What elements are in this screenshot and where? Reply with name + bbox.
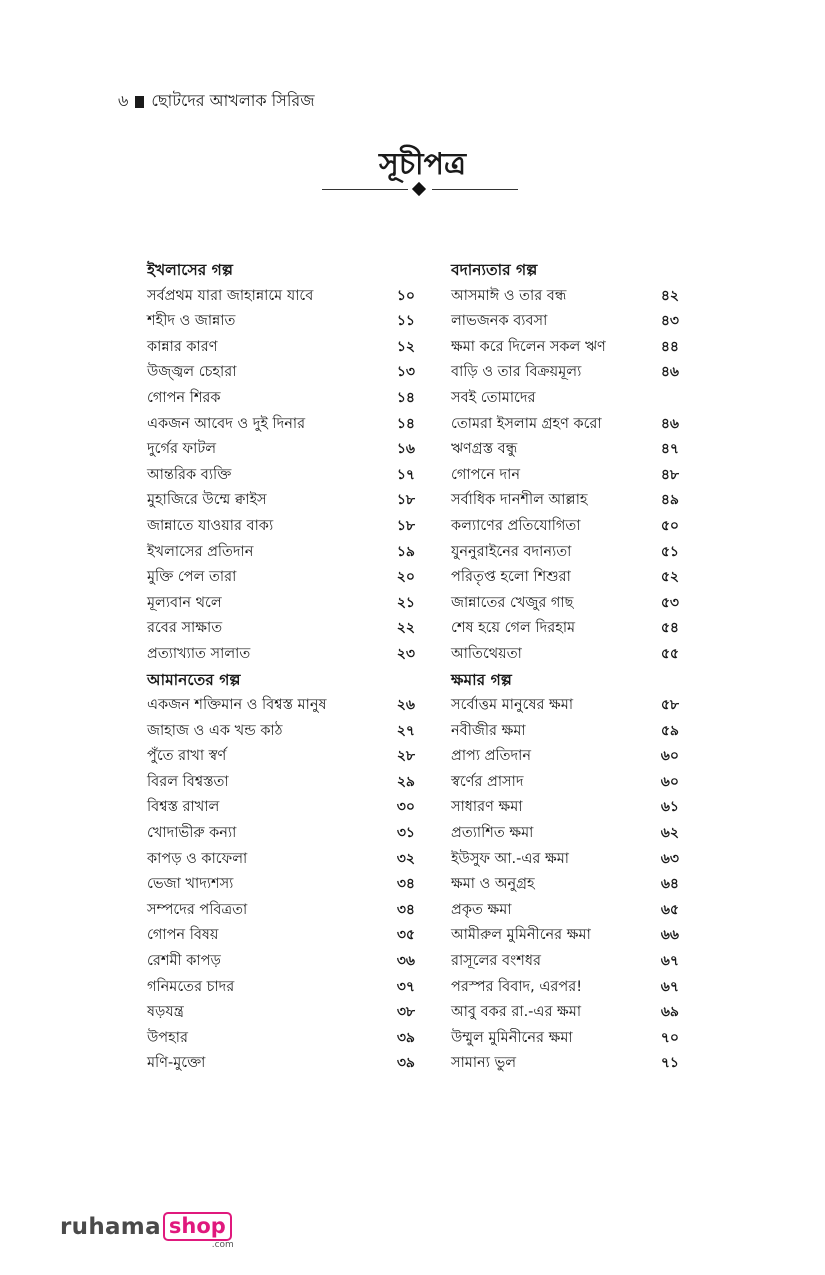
toc-entry-page: ৫০ [660,517,679,534]
toc-entry-title: গোপন বিষয় [147,927,219,944]
divider-line-left [322,189,408,190]
toc-entry-page: ৩৮ [396,1004,415,1021]
toc-entry [147,437,415,463]
toc-entry [147,565,415,591]
toc-entry-title: ভেজা খাদ্যশস্য [147,876,234,893]
page-number: ৬ [118,91,129,110]
toc-column-right [451,258,679,1077]
toc-entry [451,616,679,642]
toc-entry-page: ৪৪ [660,338,679,355]
toc-entry [451,898,679,924]
toc-entry [147,719,415,745]
toc-entry-page: ৫৩ [660,594,679,611]
toc-entry-page: ৩০ [396,799,415,816]
toc-entry-title: রাসূলের বংশধর [451,953,541,970]
toc-entry [451,744,679,770]
toc-entry-title: জান্নাতে যাওয়ার বাক্য [147,517,274,534]
toc-entry-page: ১৬ [396,441,415,458]
toc-entry-title: দুর্গের ফাটল [147,441,217,458]
toc-entry-title: জাহাজ ও এক খন্ড কাঠ [147,722,283,739]
toc-entry [451,1051,679,1077]
toc-entry [451,975,679,1001]
toc-entry-page: ৫৫ [660,645,679,662]
toc-entry-title: গনিমতের চাদর [147,978,235,995]
toc-entry [147,514,415,540]
toc-entry [451,847,679,873]
toc-entry [451,770,679,796]
toc-entry-page: ৬৫ [660,901,679,918]
toc-entry-page: ২৬ [396,697,415,714]
toc-entry-page: ৩৪ [396,901,415,918]
toc-entry [451,821,679,847]
toc-entry-page: ২৭ [396,722,415,739]
toc-entry-title: রবের সাক্ষাত [147,620,223,637]
toc-entry [147,744,415,770]
toc-entry-title: সর্বোত্তম মানুষের ক্ষমা [451,697,574,714]
toc-entry-page: ৬৩ [660,850,679,867]
toc-entry-page: ৩২ [396,850,415,867]
toc-entry-page: ৬০ [660,748,679,765]
toc-entry-title: খোদাভীরু কন্যা [147,825,237,842]
ruhama-shop-watermark [60,1212,234,1250]
toc-entry [147,1051,415,1077]
toc-entry-title: কাপড় ও কাফেলা [147,850,248,867]
toc-entry-page: ৪৬ [660,364,679,381]
toc-entry [451,872,679,898]
toc-entry-page: ৭১ [660,1055,679,1072]
toc-entry-page: ৪৯ [660,492,679,509]
toc-entry-title: প্রত্যাখ্যাত সালাত [147,645,251,662]
toc-entry-title: শহীদ ও জান্নাত [147,313,236,330]
toc-entry-page: ৫১ [660,543,679,560]
toc-entry [147,770,415,796]
toc-entry [147,642,415,668]
section-title: বদান্যতার গল্প [451,261,538,279]
toc-entry-title: মণি-মুক্তো [147,1055,206,1072]
toc-entry-title: গোপন শিরক [147,389,221,406]
section-title: আমানতের গল্প [147,670,241,689]
toc-entry-title: বাড়ি ও তার বিক্রয়মূল্য [451,364,582,381]
toc-entry-page: ৪৩ [660,313,679,330]
toc-entry-title: একজন আবেদ ও দুই দিনার [147,415,306,432]
toc-entry [147,821,415,847]
toc-entry [147,360,415,386]
toc-entry-title: পরস্পর বিবাদ, এরপর! [451,978,583,995]
toc-entry-title: বিরল বিশ্বস্ততা [147,773,229,790]
section-title: ইখলাসের গল্প [147,261,233,279]
toc-entry-title: রেশমী কাপড় [147,953,221,970]
toc-entry-page: ৩৬ [396,953,415,970]
toc-entry-page: ৫২ [660,569,679,586]
toc-entry-title: ক্ষমা ও অনুগ্রহ [451,876,535,893]
toc-entry-title: ইখলাসের প্রতিদান [147,543,254,560]
toc-entry-page: ৩১ [396,825,415,842]
toc-entry-title: ঋণগ্রস্ত বন্ধু [451,441,518,458]
toc-entry-title: তোমরা ইসলাম গ্রহণ করো [451,415,602,432]
toc-entry-title: আমীরুল মুমিনীনের ক্ষমা [451,927,591,944]
toc-entry-title: আতিথেয়তা [451,645,522,662]
toc-entry [147,284,415,310]
toc-entry-page: ১৪ [396,415,415,432]
toc-entry [147,488,415,514]
toc-entry [451,437,679,463]
toc-entry [147,591,415,617]
toc-entry [451,591,679,617]
toc-entry-page: ২৯ [396,773,415,790]
toc-entry [451,923,679,949]
watermark-shop-box [163,1212,234,1250]
diamond-ornament-icon [412,182,426,196]
toc-entry-page: ১৭ [396,466,415,483]
toc-entry [147,898,415,924]
toc-entry-page: ৫৮ [660,697,679,714]
page-title: সূচীপত্র [379,147,466,182]
toc-entry-title: প্রকৃত ক্ষমা [451,901,512,918]
watermark-shop: shop [163,1212,232,1241]
toc-entry [451,360,679,386]
toc-entry-title: বিশ্বস্ত রাখাল [147,799,220,816]
toc-entry-page: ৬৪ [660,876,679,893]
toc-entry-page: ৪৬ [660,415,679,432]
running-header [118,88,315,115]
toc-entry [147,540,415,566]
toc-entry [147,616,415,642]
toc-entry [147,795,415,821]
toc-entry [147,975,415,1001]
toc-entry [451,386,679,412]
toc-entry [451,335,679,361]
toc-entry-page: ১৩ [396,364,415,381]
toc-entry-title: ইউসুফ আ.-এর ক্ষমা [451,850,569,867]
toc-entry-page: ৪৮ [660,466,679,483]
toc-entry-title: আবু বকর রা.-এর ক্ষমা [451,1004,582,1021]
toc-entry [451,284,679,310]
toc-entry-title: আন্তরিক ব্যক্তি [147,466,232,483]
toc-entry-title: সবই তোমাদের [451,389,536,406]
toc-entry [147,949,415,975]
toc-entry-page: ৩৪ [396,876,415,893]
toc-entry-title: প্রাপ্য প্রতিদান [451,748,532,765]
toc-entry [451,1000,679,1026]
toc-entry-title: উম্মুল মুমিনীনের ক্ষমা [451,1029,573,1046]
toc-entry-page: ৪২ [660,287,679,304]
square-bullet-icon [135,96,144,108]
toc-entry-title: লাভজনক ব্যবসা [451,313,548,330]
toc-entry-page: ১১ [396,313,415,330]
toc-entry-title: যুননুরাইনের বদান্যতা [451,543,572,560]
toc-entry-title: কল্যাণের প্রতিযোগিতা [451,517,581,534]
toc-entry-page: ১৪ [396,389,415,406]
toc-entry-page: ৬৭ [660,953,679,970]
toc-entry [451,488,679,514]
toc-entry [451,565,679,591]
toc-entry [451,795,679,821]
toc-entry [147,386,415,412]
toc-entry-title: সর্বাধিক দানশীল আল্লাহ [451,492,588,509]
toc-entry-title: মুহাজিরে উম্মে ক্বাইস [147,492,267,509]
toc-entry [451,463,679,489]
toc-entry [451,540,679,566]
toc-entry-title: সম্পদের পবিত্রতা [147,901,248,918]
toc-entry-page: ২৩ [396,645,415,662]
toc-entry-title: প্রত্যাশিত ক্ষমা [451,825,534,842]
toc-entry [147,923,415,949]
toc-entry-title: কান্নার কারণ [147,338,218,355]
toc-entry-page: ১০ [396,287,415,304]
toc-entry [451,642,679,668]
toc-entry [147,309,415,335]
toc-entry-page: ৬৬ [660,927,679,944]
toc-entry-title: নবীজীর ক্ষমা [451,722,526,739]
toc-entry-page: ৩৯ [396,1055,415,1072]
toc-entry-title: ষড়যন্ত্র [147,1004,184,1021]
toc-entry-page: ৪৭ [660,441,679,458]
toc-entry-title: উজ্জ্বল চেহারা [147,364,237,381]
toc-entry-title: মূল্যবান থলে [147,594,222,611]
toc-entry [147,1026,415,1052]
toc-entry [147,847,415,873]
toc-entry-page: ১৯ [396,543,415,560]
toc-entry-page: ৬৯ [660,1004,679,1021]
toc-column-left [147,258,415,1077]
series-title: ছোটদের আখলাক সিরিজ [151,91,315,110]
toc-entry [147,463,415,489]
watermark-domain: .com [211,1240,234,1250]
toc-entry-page: ২০ [396,569,415,586]
toc-entry-title: উপহার [147,1029,188,1046]
toc-entry-page: ৬২ [660,825,679,842]
toc-entry [451,949,679,975]
toc-entry [147,693,415,719]
toc-entry-page: ৬১ [660,799,679,816]
toc-entry [451,719,679,745]
toc-entry-page: ৩৫ [396,927,415,944]
toc-entry-title: স্বর্ণের প্রাসাদ [451,773,524,790]
toc-entry-page: ২২ [396,620,415,637]
toc-entry [451,412,679,438]
toc-entry-page: ৬০ [660,773,679,790]
toc-entry-page: ৫৪ [660,620,679,637]
toc-entry-title: গোপনে দান [451,466,521,483]
toc-entry [147,1000,415,1026]
section-title: ক্ষমার গল্প [451,670,512,689]
toc-entry [147,412,415,438]
toc-entry-page: ৩৭ [396,978,415,995]
toc-entry [451,514,679,540]
toc-entry [147,872,415,898]
toc-entry [147,335,415,361]
toc-entry-page: ৩৯ [396,1029,415,1046]
toc-entry-title: সাধারণ ক্ষমা [451,799,523,816]
toc-entry-page: ২৮ [396,748,415,765]
toc-entry-page: ১৮ [396,492,415,509]
toc-entry-page: ৬৭ [660,978,679,995]
toc-entry [451,309,679,335]
toc-entry-page: ১৮ [396,517,415,534]
toc-entry-title: জান্নাতের খেজুর গাছ [451,594,574,611]
toc-entry [451,693,679,719]
toc-entry [451,1026,679,1052]
toc-entry-page: ৫৯ [660,722,679,739]
toc-entry-title: একজন শক্তিমান ও বিশ্বস্ত মানুষ [147,697,327,714]
toc-entry-title: পুঁতে রাখা স্বর্ণ [147,748,227,765]
toc-entry-title: শেষ হয়ে গেল দিরহাম [451,620,576,637]
toc-entry-title: মুক্তি পেল তারা [147,569,237,586]
title-divider [322,183,518,197]
watermark-brand: ruhama [60,1214,161,1240]
divider-line-right [432,189,518,190]
toc-entry-title: সর্বপ্রথম যারা জাহান্নামে যাবে [147,287,314,304]
toc-entry-title: ক্ষমা করে দিলেন সকল ঋণ [451,338,606,355]
toc-entry-page: ১২ [396,338,415,355]
toc-entry-title: আসমাঈ ও তার বন্ধ [451,287,567,304]
toc-entry-page: ৭০ [660,1029,679,1046]
toc-entry-title: পরিতৃপ্ত হলো শিশুরা [451,569,571,586]
toc-entry-title: সামান্য ভুল [451,1055,517,1072]
toc-entry-page: ২১ [396,594,415,611]
